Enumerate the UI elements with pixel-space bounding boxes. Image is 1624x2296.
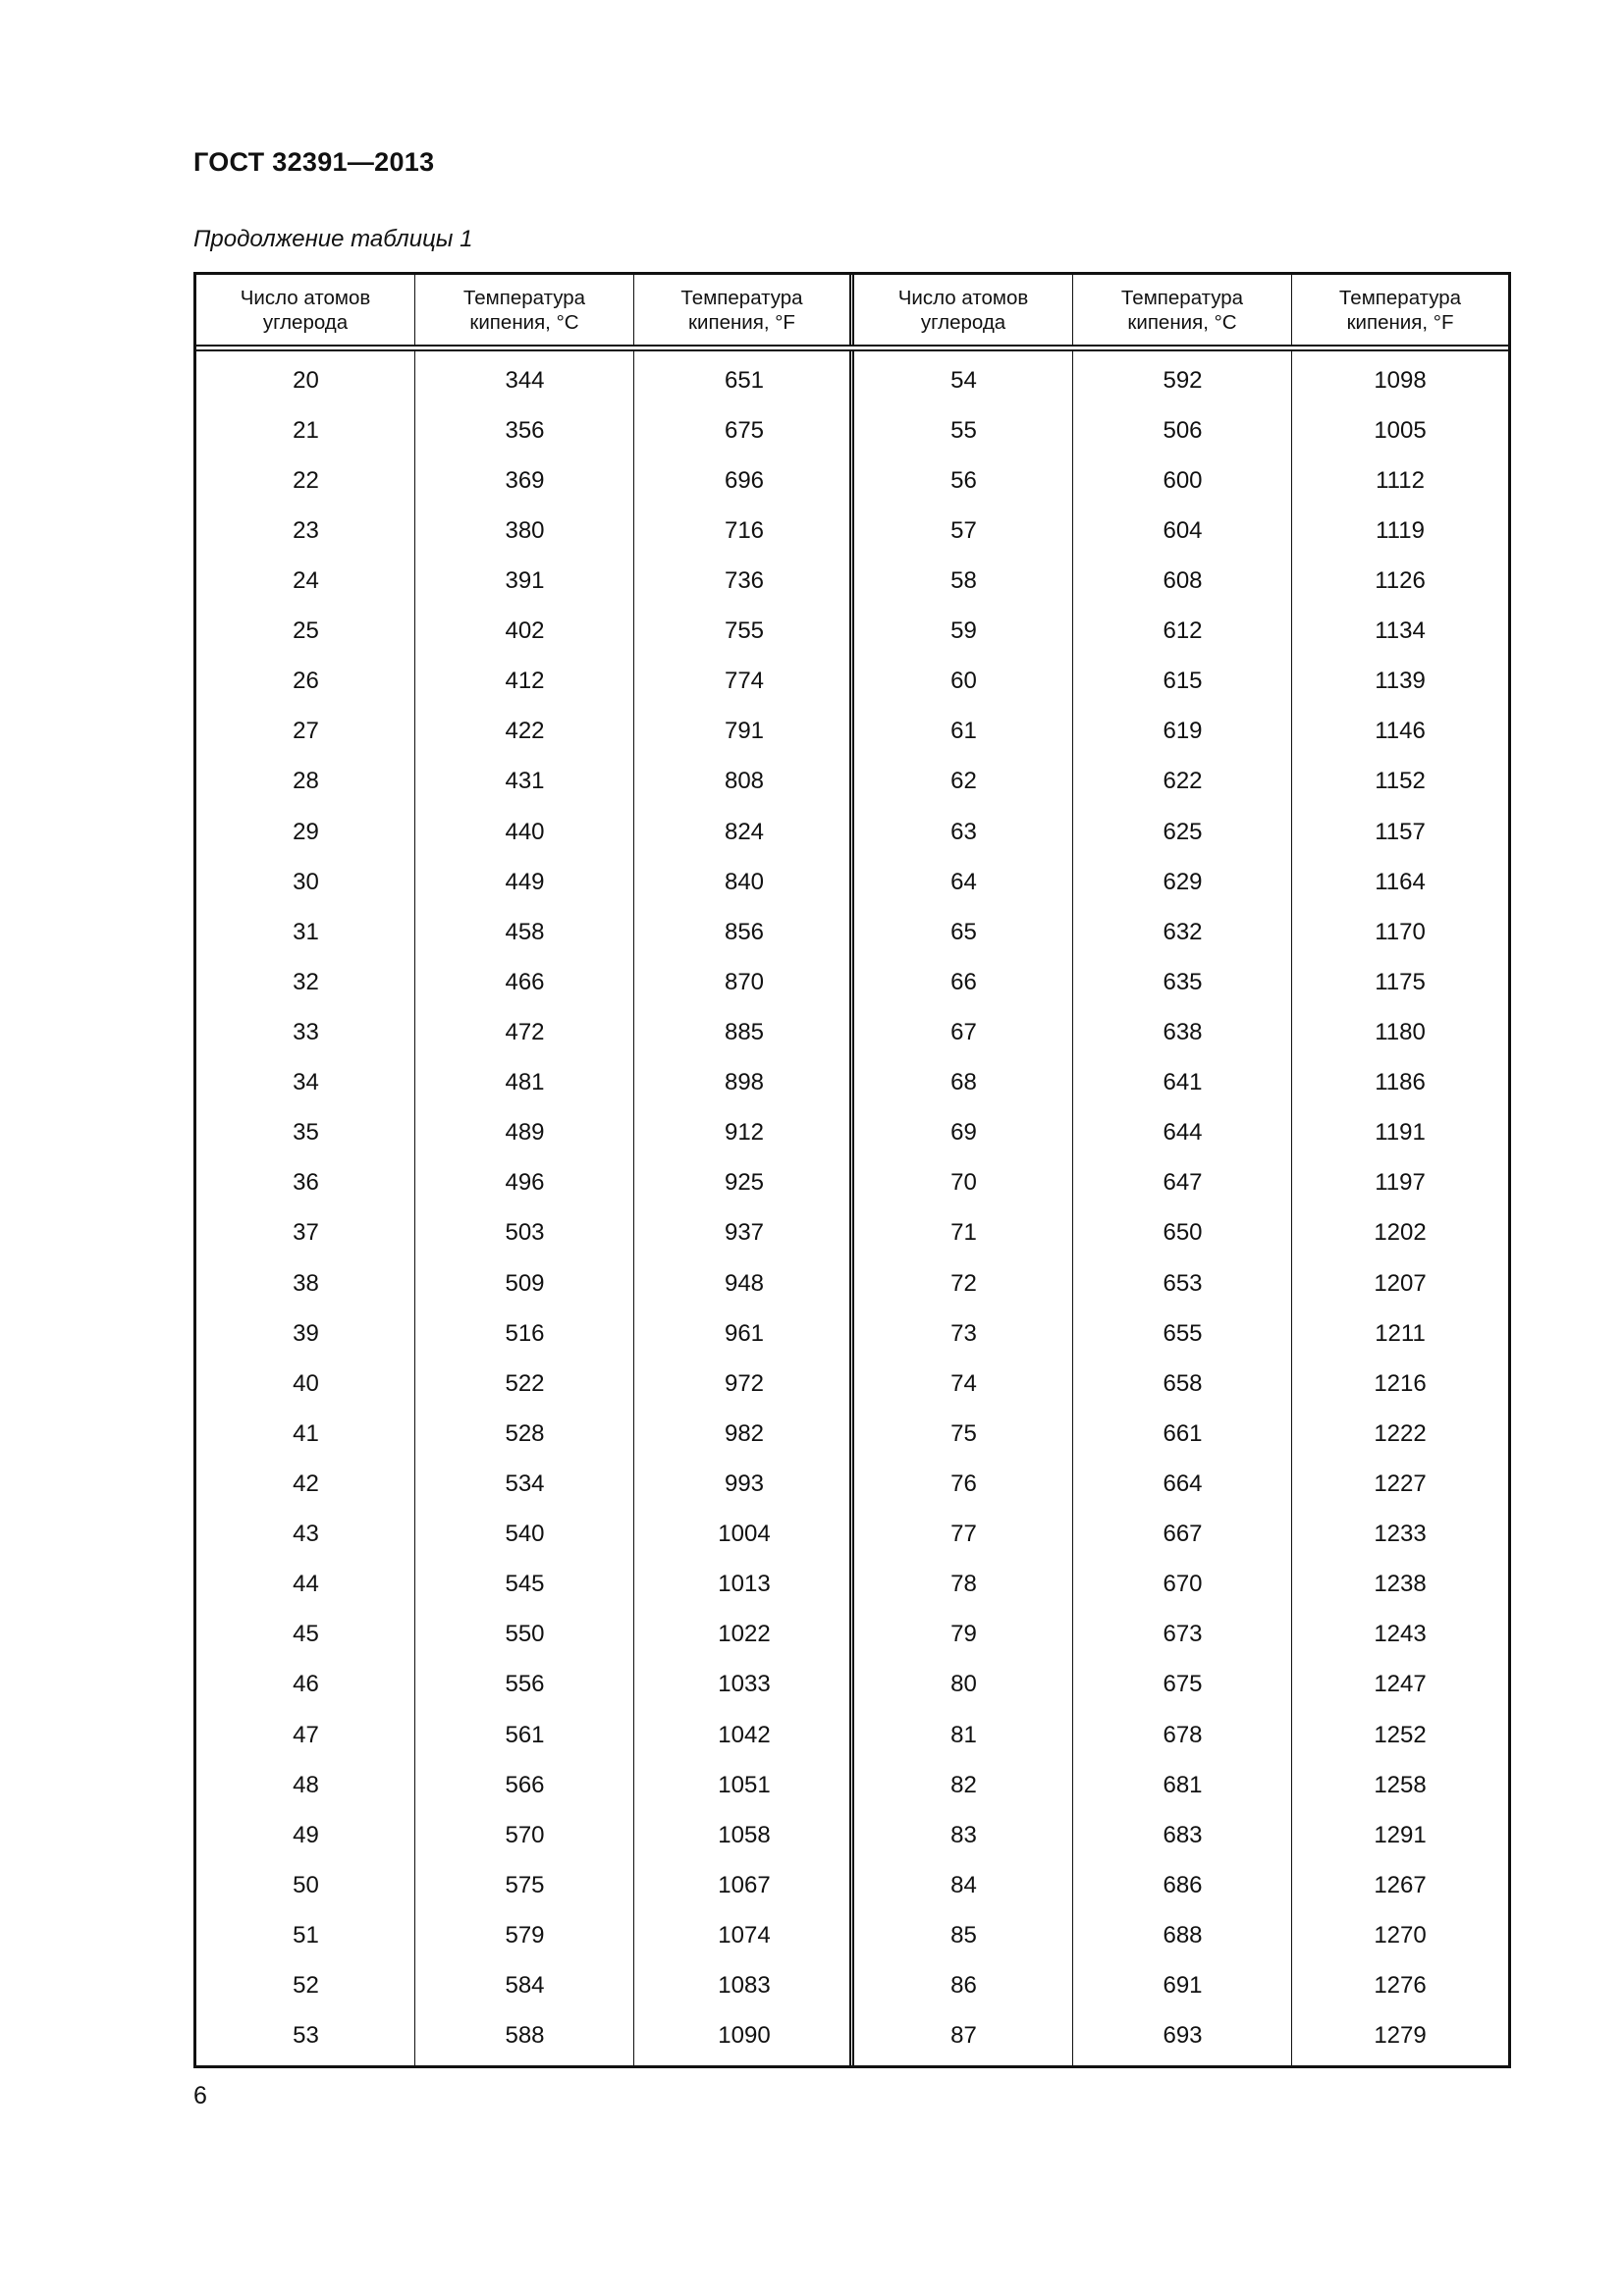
cell-boiling-c-left: 534 (505, 1469, 545, 1497)
cell-carbon-atoms-right: 76 (950, 1469, 977, 1497)
cell-boiling-f-right: 1233 (1374, 1521, 1427, 1548)
cell-carbon-atoms-right: 66 (950, 968, 977, 995)
cell-boiling-f-left: 912 (724, 1119, 765, 1147)
cell-boiling-c-right: 675 (1163, 1671, 1203, 1698)
table-row (196, 659, 1508, 704)
cell-boiling-f-left: 856 (724, 918, 765, 945)
cell-boiling-f-right: 1152 (1375, 768, 1426, 795)
table-caption: Продолжение таблицы 1 (193, 226, 473, 252)
table-row (196, 1261, 1508, 1307)
cell-boiling-f-left: 885 (724, 1018, 765, 1045)
cell-boiling-f-left: 982 (724, 1419, 765, 1447)
cell-boiling-f-right: 1119 (1376, 516, 1425, 544)
cell-boiling-f-right: 1157 (1375, 818, 1426, 845)
cell-boiling-f-left: 972 (724, 1369, 765, 1397)
cell-boiling-f-left: 1022 (718, 1621, 771, 1648)
cell-carbon-atoms-left: 29 (293, 818, 319, 845)
cell-boiling-f-right: 1202 (1374, 1219, 1427, 1247)
cell-carbon-atoms-right: 77 (950, 1521, 977, 1548)
cell-boiling-c-right: 608 (1163, 566, 1203, 594)
cell-boiling-f-left: 1013 (718, 1571, 771, 1598)
table-row (196, 508, 1508, 554)
table-row (196, 408, 1508, 454)
cell-carbon-atoms-left: 34 (293, 1069, 319, 1096)
cell-carbon-atoms-right: 55 (950, 416, 977, 444)
cell-carbon-atoms-left: 27 (293, 718, 319, 745)
cell-boiling-f-left: 755 (724, 617, 765, 645)
cell-boiling-f-left: 1004 (718, 1521, 771, 1548)
cell-boiling-c-left: 588 (505, 2022, 545, 2050)
cell-carbon-atoms-right: 84 (950, 1871, 977, 1898)
cell-carbon-atoms-left: 47 (293, 1721, 319, 1748)
cell-carbon-atoms-right: 74 (950, 1369, 977, 1397)
cell-boiling-c-left: 431 (505, 768, 545, 795)
cell-boiling-c-left: 412 (505, 667, 545, 695)
cell-boiling-f-left: 898 (724, 1069, 765, 1096)
table-body (196, 351, 1508, 2065)
cell-carbon-atoms-left: 45 (293, 1621, 319, 1648)
table-row (196, 1763, 1508, 1808)
cell-boiling-f-right: 1270 (1374, 1921, 1427, 1949)
cell-boiling-c-right: 683 (1163, 1821, 1203, 1848)
cell-boiling-c-left: 449 (505, 868, 545, 895)
cell-boiling-f-right: 1170 (1375, 918, 1426, 945)
cell-boiling-f-left: 651 (724, 366, 765, 394)
cell-boiling-f-right: 1279 (1374, 2022, 1427, 2050)
cell-boiling-c-right: 635 (1163, 968, 1203, 995)
cell-boiling-c-right: 506 (1163, 416, 1203, 444)
cell-carbon-atoms-right: 80 (950, 1671, 977, 1698)
cell-boiling-c-left: 522 (505, 1369, 545, 1397)
cell-carbon-atoms-right: 71 (950, 1219, 977, 1247)
cell-boiling-c-left: 584 (505, 1972, 545, 2000)
page-number: 6 (193, 2082, 207, 2109)
cell-boiling-c-left: 561 (505, 1721, 545, 1748)
cell-carbon-atoms-right: 63 (950, 818, 977, 845)
table-header-row (196, 275, 1508, 347)
cell-boiling-c-left: 466 (505, 968, 545, 995)
cell-boiling-f-right: 1267 (1374, 1871, 1427, 1898)
cell-boiling-f-right: 1098 (1374, 366, 1427, 394)
cell-boiling-f-left: 675 (724, 416, 765, 444)
cell-boiling-c-left: 391 (505, 566, 545, 594)
cell-boiling-c-left: 528 (505, 1419, 545, 1447)
cell-carbon-atoms-left: 24 (293, 566, 319, 594)
cell-boiling-c-right: 600 (1163, 466, 1203, 494)
cell-boiling-f-right: 1222 (1374, 1419, 1427, 1447)
header-carbon-atoms-right: Число атомов углерода (854, 275, 1073, 345)
cell-carbon-atoms-right: 70 (950, 1169, 977, 1197)
cell-boiling-c-right: 673 (1163, 1621, 1203, 1648)
cell-boiling-c-left: 458 (505, 918, 545, 945)
boiling-point-table (193, 272, 1511, 2068)
table-row (196, 1060, 1508, 1105)
cell-boiling-f-left: 948 (724, 1269, 765, 1297)
cell-carbon-atoms-right: 85 (950, 1921, 977, 1949)
table-row (196, 810, 1508, 855)
table-row (196, 1160, 1508, 1205)
cell-boiling-f-right: 1207 (1374, 1269, 1427, 1297)
cell-carbon-atoms-left: 49 (293, 1821, 319, 1848)
cell-boiling-c-left: 481 (505, 1069, 545, 1096)
cell-carbon-atoms-left: 43 (293, 1521, 319, 1548)
cell-boiling-f-right: 1186 (1375, 1069, 1426, 1096)
cell-boiling-f-right: 1197 (1375, 1169, 1426, 1197)
cell-carbon-atoms-right: 56 (950, 466, 977, 494)
cell-boiling-f-left: 840 (724, 868, 765, 895)
cell-boiling-c-left: 422 (505, 718, 545, 745)
cell-carbon-atoms-left: 35 (293, 1119, 319, 1147)
cell-carbon-atoms-left: 51 (293, 1921, 319, 1949)
cell-boiling-f-right: 1126 (1375, 566, 1426, 594)
cell-boiling-f-right: 1134 (1375, 617, 1426, 645)
cell-boiling-f-right: 1180 (1375, 1018, 1426, 1045)
cell-boiling-c-right: 691 (1163, 1972, 1203, 2000)
cell-carbon-atoms-right: 73 (950, 1319, 977, 1347)
cell-boiling-c-left: 440 (505, 818, 545, 845)
cell-carbon-atoms-left: 48 (293, 1771, 319, 1798)
table-row (196, 1913, 1508, 1958)
cell-boiling-c-left: 545 (505, 1571, 545, 1598)
cell-carbon-atoms-right: 75 (950, 1419, 977, 1447)
cell-carbon-atoms-left: 38 (293, 1269, 319, 1297)
document-standard-title: ГОСТ 32391—2013 (193, 147, 435, 177)
cell-boiling-f-left: 791 (724, 718, 765, 745)
cell-boiling-c-right: 667 (1163, 1521, 1203, 1548)
cell-carbon-atoms-left: 25 (293, 617, 319, 645)
cell-carbon-atoms-left: 21 (293, 416, 319, 444)
cell-boiling-f-right: 1211 (1375, 1319, 1426, 1347)
table-row (196, 2013, 1508, 2058)
cell-boiling-f-right: 1247 (1374, 1671, 1427, 1698)
cell-boiling-c-right: 650 (1163, 1219, 1203, 1247)
table-row (196, 1412, 1508, 1457)
cell-boiling-c-right: 629 (1163, 868, 1203, 895)
cell-boiling-f-left: 824 (724, 818, 765, 845)
cell-carbon-atoms-left: 33 (293, 1018, 319, 1045)
cell-boiling-c-right: 670 (1163, 1571, 1203, 1598)
cell-boiling-f-right: 1291 (1374, 1821, 1427, 1848)
cell-carbon-atoms-left: 26 (293, 667, 319, 695)
cell-boiling-c-left: 540 (505, 1521, 545, 1548)
cell-carbon-atoms-right: 72 (950, 1269, 977, 1297)
cell-carbon-atoms-right: 65 (950, 918, 977, 945)
cell-carbon-atoms-left: 37 (293, 1219, 319, 1247)
table-row (196, 609, 1508, 654)
table-row (196, 1813, 1508, 1858)
cell-carbon-atoms-left: 46 (293, 1671, 319, 1698)
cell-carbon-atoms-right: 54 (950, 366, 977, 394)
table-row (196, 1210, 1508, 1255)
cell-carbon-atoms-right: 62 (950, 768, 977, 795)
cell-boiling-f-left: 774 (724, 667, 765, 695)
cell-boiling-f-left: 925 (724, 1169, 765, 1197)
cell-boiling-f-left: 1090 (718, 2022, 771, 2050)
cell-boiling-f-left: 961 (724, 1319, 765, 1347)
header-carbon-atoms-left: Число атомов углерода (196, 275, 415, 345)
cell-boiling-c-right: 615 (1163, 667, 1203, 695)
cell-boiling-f-right: 1252 (1374, 1721, 1427, 1748)
table-row (196, 910, 1508, 955)
cell-boiling-c-left: 496 (505, 1169, 545, 1197)
cell-boiling-c-left: 503 (505, 1219, 545, 1247)
cell-carbon-atoms-right: 78 (950, 1571, 977, 1598)
cell-boiling-f-left: 736 (724, 566, 765, 594)
cell-carbon-atoms-right: 83 (950, 1821, 977, 1848)
cell-carbon-atoms-left: 23 (293, 516, 319, 544)
cell-boiling-f-left: 993 (724, 1469, 765, 1497)
cell-boiling-c-left: 472 (505, 1018, 545, 1045)
cell-carbon-atoms-right: 87 (950, 2022, 977, 2050)
cell-carbon-atoms-right: 64 (950, 868, 977, 895)
cell-boiling-c-right: 678 (1163, 1721, 1203, 1748)
cell-boiling-c-right: 653 (1163, 1269, 1203, 1297)
table-row (196, 1863, 1508, 1908)
cell-carbon-atoms-left: 22 (293, 466, 319, 494)
cell-boiling-c-left: 509 (505, 1269, 545, 1297)
cell-boiling-c-left: 356 (505, 416, 545, 444)
cell-boiling-f-right: 1191 (1375, 1119, 1426, 1147)
cell-boiling-c-right: 693 (1163, 2022, 1203, 2050)
cell-boiling-c-right: 612 (1163, 617, 1203, 645)
cell-carbon-atoms-left: 44 (293, 1571, 319, 1598)
table-row (196, 860, 1508, 905)
table-row (196, 960, 1508, 1005)
cell-boiling-f-left: 870 (724, 968, 765, 995)
cell-boiling-c-right: 625 (1163, 818, 1203, 845)
cell-boiling-c-left: 402 (505, 617, 545, 645)
cell-boiling-f-right: 1276 (1374, 1972, 1427, 2000)
table-row (196, 709, 1508, 754)
cell-boiling-c-right: 681 (1163, 1771, 1203, 1798)
cell-boiling-c-left: 575 (505, 1871, 545, 1898)
cell-carbon-atoms-left: 40 (293, 1369, 319, 1397)
cell-boiling-c-left: 369 (505, 466, 545, 494)
cell-boiling-c-right: 661 (1163, 1419, 1203, 1447)
cell-carbon-atoms-left: 36 (293, 1169, 319, 1197)
cell-boiling-f-right: 1175 (1375, 968, 1426, 995)
cell-boiling-c-right: 604 (1163, 516, 1203, 544)
cell-boiling-c-right: 647 (1163, 1169, 1203, 1197)
cell-boiling-c-right: 658 (1163, 1369, 1203, 1397)
cell-carbon-atoms-right: 59 (950, 617, 977, 645)
cell-boiling-c-left: 556 (505, 1671, 545, 1698)
cell-boiling-f-left: 1033 (718, 1671, 771, 1698)
cell-boiling-f-left: 1042 (718, 1721, 771, 1748)
cell-carbon-atoms-left: 31 (293, 918, 319, 945)
cell-boiling-f-right: 1112 (1376, 466, 1425, 494)
cell-boiling-f-right: 1146 (1375, 718, 1426, 745)
cell-boiling-f-right: 1139 (1375, 667, 1426, 695)
cell-carbon-atoms-left: 50 (293, 1871, 319, 1898)
table-row (196, 1010, 1508, 1055)
cell-carbon-atoms-right: 58 (950, 566, 977, 594)
cell-boiling-f-right: 1243 (1374, 1621, 1427, 1648)
cell-carbon-atoms-left: 28 (293, 768, 319, 795)
header-boiling-f-left: Температура кипения, °F (634, 275, 854, 345)
cell-boiling-c-right: 688 (1163, 1921, 1203, 1949)
cell-boiling-c-right: 686 (1163, 1871, 1203, 1898)
cell-carbon-atoms-left: 32 (293, 968, 319, 995)
table-row (196, 1311, 1508, 1357)
cell-boiling-c-left: 489 (505, 1119, 545, 1147)
cell-carbon-atoms-right: 57 (950, 516, 977, 544)
cell-boiling-c-right: 619 (1163, 718, 1203, 745)
cell-boiling-c-right: 592 (1163, 366, 1203, 394)
cell-boiling-c-left: 516 (505, 1319, 545, 1347)
table-row (196, 358, 1508, 403)
cell-boiling-c-left: 344 (505, 366, 545, 394)
cell-carbon-atoms-right: 68 (950, 1069, 977, 1096)
cell-boiling-c-right: 664 (1163, 1469, 1203, 1497)
cell-boiling-c-right: 622 (1163, 768, 1203, 795)
cell-boiling-c-left: 579 (505, 1921, 545, 1949)
cell-boiling-c-right: 638 (1163, 1018, 1203, 1045)
cell-boiling-c-left: 566 (505, 1771, 545, 1798)
cell-boiling-f-right: 1164 (1375, 868, 1426, 895)
cell-boiling-f-left: 1074 (718, 1921, 771, 1949)
table-row (196, 1462, 1508, 1507)
cell-boiling-f-left: 716 (724, 516, 765, 544)
cell-carbon-atoms-left: 39 (293, 1319, 319, 1347)
cell-boiling-c-right: 655 (1163, 1319, 1203, 1347)
cell-boiling-f-left: 696 (724, 466, 765, 494)
table-row (196, 1512, 1508, 1557)
cell-boiling-f-right: 1216 (1374, 1369, 1427, 1397)
cell-carbon-atoms-left: 53 (293, 2022, 319, 2050)
cell-boiling-f-left: 1051 (718, 1771, 771, 1798)
table-row (196, 1110, 1508, 1155)
cell-boiling-f-right: 1258 (1374, 1771, 1427, 1798)
table-row (196, 1562, 1508, 1607)
header-boiling-c-left: Температура кипения, °С (415, 275, 634, 345)
cell-carbon-atoms-right: 79 (950, 1621, 977, 1648)
cell-boiling-f-right: 1227 (1374, 1469, 1427, 1497)
cell-boiling-c-left: 550 (505, 1621, 545, 1648)
table-row (196, 1963, 1508, 2008)
cell-carbon-atoms-right: 60 (950, 667, 977, 695)
cell-boiling-f-left: 1083 (718, 1972, 771, 2000)
cell-boiling-f-left: 808 (724, 768, 765, 795)
cell-carbon-atoms-right: 82 (950, 1771, 977, 1798)
cell-boiling-f-left: 1058 (718, 1821, 771, 1848)
header-boiling-c-right: Температура кипения, °С (1073, 275, 1292, 345)
cell-carbon-atoms-right: 69 (950, 1119, 977, 1147)
cell-boiling-c-right: 641 (1163, 1069, 1203, 1096)
cell-carbon-atoms-left: 41 (293, 1419, 319, 1447)
cell-carbon-atoms-left: 52 (293, 1972, 319, 2000)
cell-boiling-f-right: 1238 (1374, 1571, 1427, 1598)
cell-boiling-c-left: 570 (505, 1821, 545, 1848)
cell-carbon-atoms-left: 30 (293, 868, 319, 895)
table-row (196, 458, 1508, 504)
table-row (196, 759, 1508, 804)
table-row (196, 1713, 1508, 1758)
table-row (196, 1612, 1508, 1657)
cell-carbon-atoms-left: 20 (293, 366, 319, 394)
cell-carbon-atoms-right: 86 (950, 1972, 977, 2000)
cell-boiling-c-right: 632 (1163, 918, 1203, 945)
cell-boiling-f-left: 937 (724, 1219, 765, 1247)
header-boiling-f-right: Температура кипения, °F (1338, 286, 1462, 334)
table-row (196, 1362, 1508, 1407)
cell-boiling-f-left: 1067 (718, 1871, 771, 1898)
cell-carbon-atoms-right: 61 (950, 718, 977, 745)
cell-carbon-atoms-right: 81 (950, 1721, 977, 1748)
cell-carbon-atoms-left: 42 (293, 1469, 319, 1497)
cell-boiling-f-right: 1005 (1374, 416, 1427, 444)
cell-carbon-atoms-right: 67 (950, 1018, 977, 1045)
table-row (196, 1662, 1508, 1707)
table-row (196, 559, 1508, 604)
cell-boiling-c-left: 380 (505, 516, 545, 544)
cell-boiling-c-right: 644 (1163, 1119, 1203, 1147)
